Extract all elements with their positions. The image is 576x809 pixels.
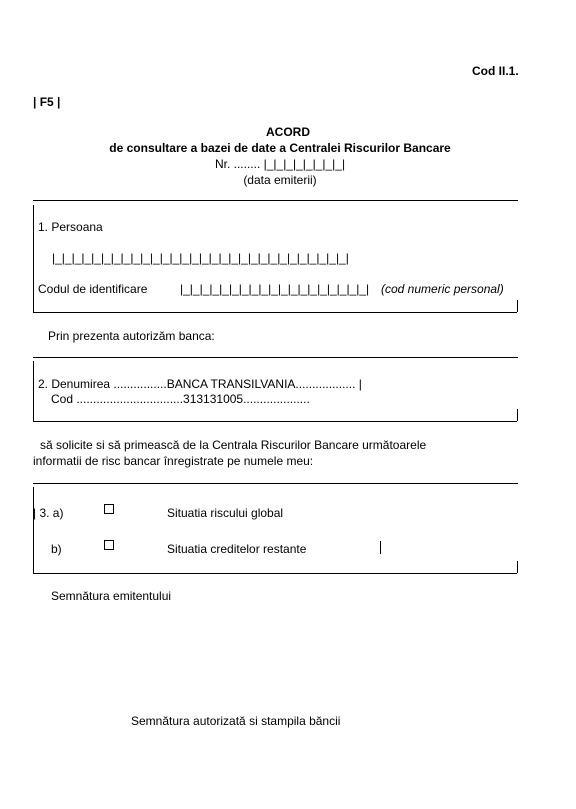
section1-bottom-rule — [33, 312, 517, 313]
section1-label: 1. Persoana — [38, 220, 103, 234]
item-b-text: Situatia creditelor restante — [167, 542, 307, 556]
section3-top-rule — [33, 483, 518, 484]
form-id: | F5 | — [33, 95, 61, 109]
authorize-text: Prin prezenta autorizăm banca: — [48, 329, 215, 343]
document-title: ACORD — [266, 125, 310, 139]
id-label: Codul de identificare — [38, 282, 148, 296]
document-subtitle: de consultare a bazei de date a Centralei Riscurilor Bancare — [109, 141, 451, 155]
section3-bottom-rule — [33, 573, 517, 574]
section2-left-border — [33, 361, 34, 421]
section3-left-border — [33, 487, 34, 573]
bank-signature-label: Semnătura autorizată si stampila băncii — [131, 714, 341, 728]
section2-top-rule — [33, 357, 518, 358]
id-note: (cod numeric personal) — [381, 282, 504, 296]
item-b-label: b) — [51, 542, 62, 556]
item-b-separator — [380, 541, 381, 554]
item-a-text: Situatia riscului global — [167, 506, 284, 520]
section1-top-rule — [33, 200, 518, 201]
bank-name-line: 2. Denumirea ................BANCA TRANSILVANIA.................. | — [38, 377, 362, 391]
form-code: Cod II.1. — [472, 64, 519, 78]
section1-right-border — [517, 300, 518, 312]
issuer-signature-label: Semnătura emitentului — [51, 589, 172, 603]
bank-code-line: Cod ................................313131005.................... — [51, 392, 310, 406]
name-boxes[interactable]: |_|_|_|_|_|_|_|_|_|_|_|_|_|_|_|_|_|_|_|_|_|_|_|_|_|_|_|_|_|_| — [52, 251, 349, 265]
date-note: (data emiterii) — [243, 173, 317, 187]
section3-right-border — [517, 561, 518, 573]
checkbox-global-risk[interactable] — [104, 504, 114, 514]
section1-left-border — [33, 205, 34, 312]
item-a-label: | 3. a) — [33, 506, 64, 520]
request-text-line2: informatii de risc bancar înregistrate pe numele meu: — [33, 454, 314, 468]
section2-right-border — [517, 409, 518, 421]
request-text-line1: să solicite si să primească de la Centrala Riscurilor Bancare următoarele — [40, 438, 427, 452]
section2-bottom-rule — [33, 421, 517, 422]
id-boxes[interactable]: |_|_|_|_|_|_|_|_|_|_|_|_|_|_|_|_|_|_|_| — [180, 282, 370, 296]
checkbox-overdue-credits[interactable] — [104, 540, 114, 550]
document-number: Nr. ........ |_|_|_|_|_|_|_|_| — [214, 157, 346, 171]
